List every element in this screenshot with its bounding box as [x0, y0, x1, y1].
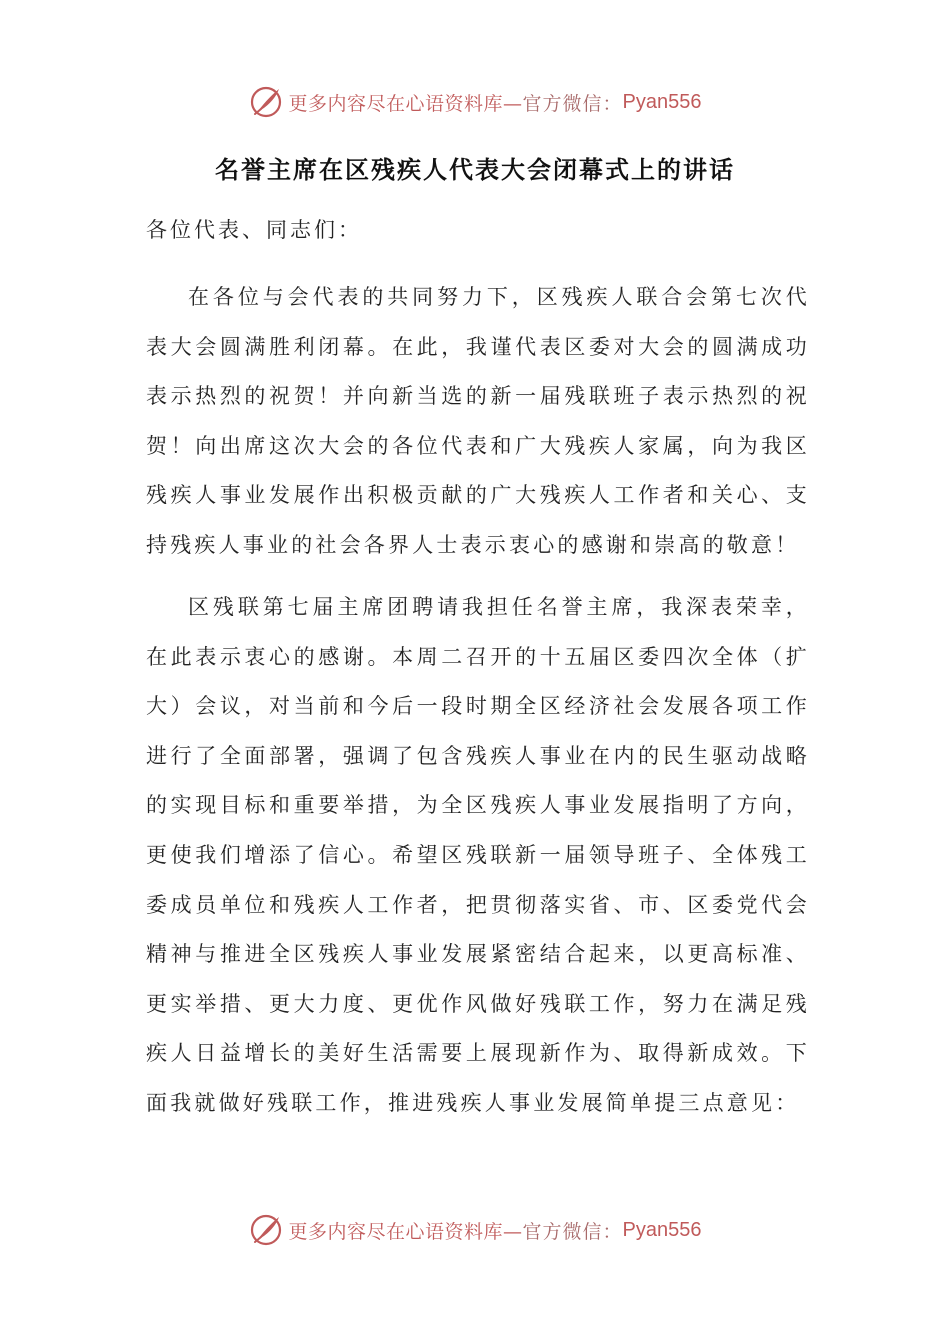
page-title: 名誉主席在区残疾人代表大会闭幕式上的讲话 [215, 155, 735, 184]
header-banner [0, 80, 950, 124]
footer-banner [0, 1208, 950, 1252]
banner-wechat-id: Pyan556 [622, 90, 702, 113]
paragraph: 区残联第七届主席团聘请我担任名誉主席，我深表荣幸，在此表示衷心的感谢。本周二召开的十五届区委四次全体（扩大）会议，对当前和今后一段时期全区经济社会发展各项工作进行了全面部署，强调了包含残疾人事业在内的民生驱动战略的实现目标和重要举措，为全区残疾人事业发展指明了方向，更使我们增添了信心。希望区残联新一届领导班子、全体残工委成员单位和残疾人工作者，把贯彻落实省、市、区委党代会精神与推进全区残疾人事业发展紧密结合起来，以更高标准、更实举措、更大力度、更优作风做好残联工作，努力在满足残疾人日益增长的美好生活需要上展现新作为、取得新成效。下面我就做好残联工作，推进残疾人事业发展简单提三点意见： [146, 595, 810, 1115]
banner-text: 更多内容尽在心语资料库— [288, 1220, 523, 1243]
quill-logo-icon [249, 85, 283, 119]
banner-wechat-label: 官方微信： [522, 92, 623, 115]
quill-logo-icon [249, 1213, 283, 1247]
banner-text: 更多内容尽在心语资料库— [288, 92, 523, 115]
banner-wechat-id: Pyan556 [622, 1218, 702, 1241]
paragraph: 在各位与会代表的共同努力下，区残疾人联合会第七次代表大会圆满胜利闭幕。在此，我谨代表区委对大会的圆满成功表示热烈的祝贺！并向新当选的新一届残联班子表示热烈的祝贺！向出席这次大会的各位代表和广大残疾人家属，向为我区残疾人事业发展作出积极贡献的广大残疾人工作者和关心、支持残疾人事业的社会各界人士表示衷心的感谢和崇高的敬意！ [146, 285, 810, 557]
banner-wechat-label: 官方微信： [522, 1220, 623, 1243]
salutation: 各位代表、同志们： [146, 218, 362, 242]
